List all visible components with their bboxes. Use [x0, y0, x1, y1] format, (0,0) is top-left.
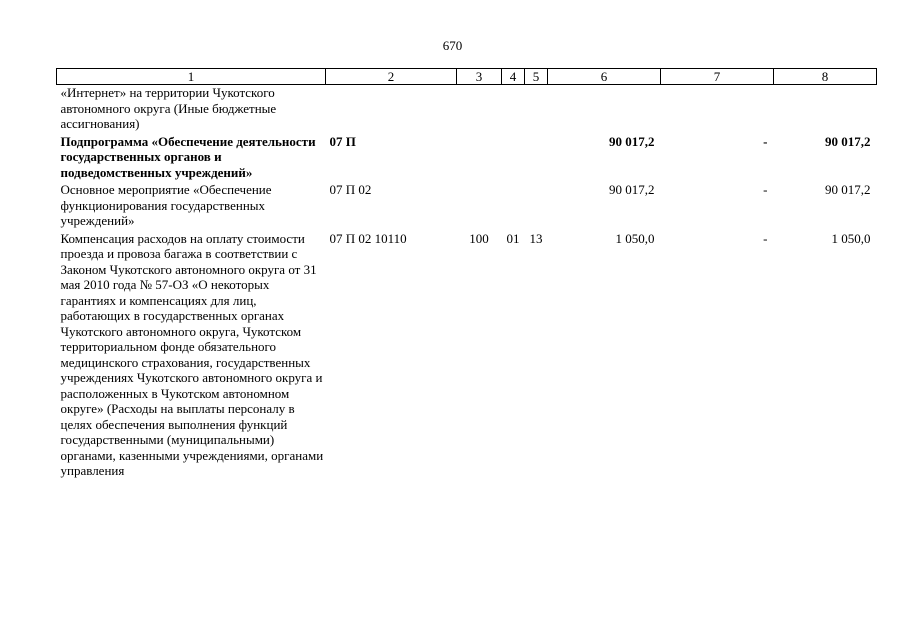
row-pr [525, 85, 548, 132]
table-row [57, 85, 877, 132]
row-vr: 100 [469, 230, 489, 246]
row-col6: 90 017,2 [609, 133, 655, 149]
row-name: «Интернет» на территории Чукотского автономного округа (Иные бюджетные ассигнования) [60, 85, 277, 131]
table-row [57, 132, 877, 181]
row-code [326, 85, 457, 132]
row-code: 07 П 02 10110 [329, 230, 407, 246]
row-col8: 90 017,2 [825, 182, 871, 197]
header-col-6: 6 [548, 69, 661, 85]
header-row [57, 69, 877, 85]
table-row [57, 180, 877, 229]
row-col8 [774, 85, 877, 132]
row-col6 [548, 85, 661, 132]
row-col8: 90 017,2 [825, 133, 871, 149]
header-col-1: 1 [57, 69, 326, 85]
row-col6: 1 050,0 [615, 230, 655, 246]
row-rz [502, 132, 525, 181]
row-pr: 13 [529, 230, 543, 246]
row-vr [457, 132, 502, 181]
header-col-3: 3 [457, 69, 502, 85]
row-col8: 1 050,0 [831, 230, 871, 246]
header-col-8: 8 [774, 69, 877, 85]
row-pr [525, 132, 548, 181]
header-col-7: 7 [661, 69, 774, 85]
header-col-2: 2 [326, 69, 457, 85]
header-col-4: 4 [502, 69, 525, 85]
header-col-5: 5 [525, 69, 548, 85]
row-col7 [661, 85, 774, 132]
row-code: 07 П 02 [329, 182, 372, 197]
row-col7: - [763, 182, 768, 197]
row-code: 07 П [329, 133, 356, 149]
row-name: Основное мероприятие «Обеспечение функционирования государственных учреждений» [60, 182, 272, 228]
row-name: Компенсация расходов на оплату стоимости проезда и провоза багажа в соответствии с Законом Чукотского автономного округа от 31 мая 2010 года № 57-ОЗ «О некоторых гарантиях и компенсациях для лиц, работающих в государственных органах Чукотского автономного округа, Чукотском территориальном фонде обязательного медицинского страхования, государственных учреждениях Чукотского автономного округа и расположенных в Чукотском автономном округе» (Расходы на выплаты персоналу в целях обеспечения выполнения функций государственными (муниципальными) органами, казенными учреждениями, органами управления [60, 230, 324, 478]
table-row [57, 229, 877, 479]
page-number: 670 [442, 38, 463, 53]
row-col7: - [763, 230, 768, 246]
row-col6: 90 017,2 [609, 182, 655, 197]
row-vr [457, 85, 502, 132]
budget-table [56, 68, 877, 479]
row-vr [457, 180, 502, 229]
row-col7: - [763, 133, 768, 149]
row-pr [525, 180, 548, 229]
row-rz: 01 [506, 230, 520, 246]
row-rz [502, 85, 525, 132]
row-rz [502, 180, 525, 229]
row-name: Подпрограмма «Обеспечение деятельности государственных органов и подведомственных учреждений» [60, 133, 316, 180]
